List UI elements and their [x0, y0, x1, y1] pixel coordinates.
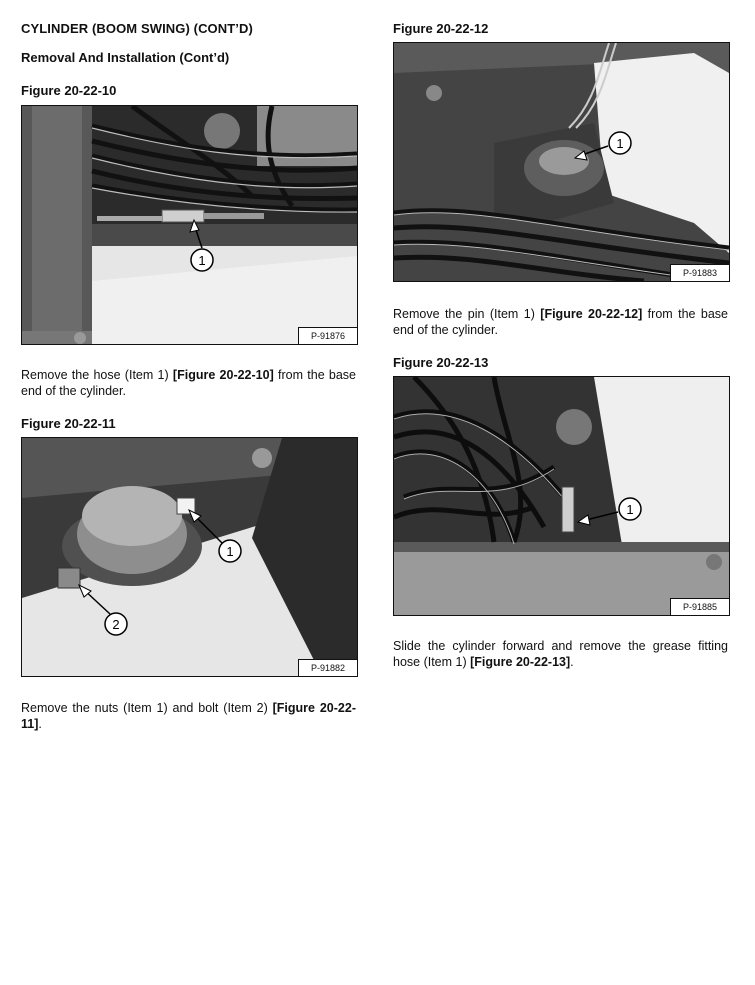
figure-photo [393, 376, 730, 616]
section-subtitle: Removal And Installation (Cont’d) [21, 50, 230, 65]
figure-ref: [Figure 20-22-13] [470, 655, 571, 669]
callout-1: 1 [226, 544, 234, 559]
callout-1: 1 [616, 136, 624, 151]
photo-id: P-91883 [670, 264, 729, 281]
instruction-text: Remove the nuts (Item 1) and bolt (Item 2) [Figure 20-22-11]. [21, 701, 356, 731]
figure-photo [393, 42, 730, 282]
figure-ref: [Figure 20-22-12] [540, 307, 643, 321]
figure-caption: Figure 20-22-13 [393, 355, 489, 370]
photo-id: P-91882 [298, 659, 357, 676]
instruction-text: Slide the cylinder forward and remove the grease fitting hose (Item 1) [Figure 20-22-13]. [393, 639, 728, 669]
figure-photo [21, 105, 358, 345]
figure-caption: Figure 20-22-11 [21, 416, 116, 431]
callout-1: 1 [626, 502, 634, 517]
callout-1: 1 [198, 253, 206, 268]
photo-id: P-91876 [298, 327, 357, 344]
figure-photo [21, 437, 358, 677]
figure-ref: [Figure 20-22-10] [172, 368, 274, 382]
instruction-text: Remove the pin (Item 1) [Figure 20-22-12] from the base end of the cylinder. [393, 307, 729, 337]
figure-caption: Figure 20-22-10 [21, 83, 117, 98]
photo-id: P-91885 [670, 598, 729, 615]
instruction-text: Remove the hose (Item 1) [Figure 20-22-10] from the base end of the cylinder. [21, 368, 357, 398]
callout-2: 2 [112, 617, 120, 632]
section-title: CYLINDER (BOOM SWING) (CONT’D) [21, 21, 253, 36]
figure-caption: Figure 20-22-12 [393, 21, 489, 36]
figure-ref: [Figure 20-22-11] [21, 701, 356, 731]
